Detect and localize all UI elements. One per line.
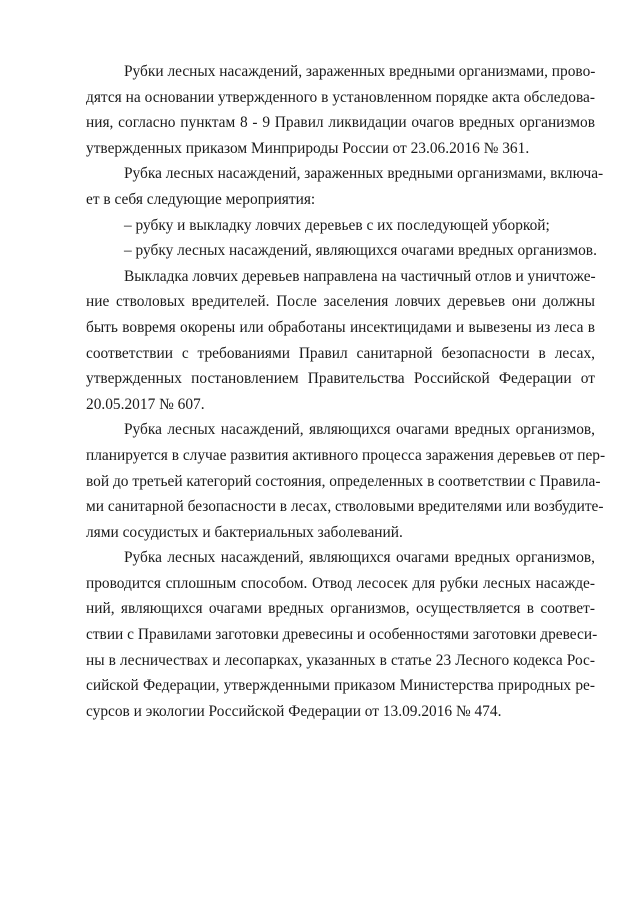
paragraph-4 xyxy=(86,417,606,545)
text-line: ет в себя следующие мероприятия: xyxy=(86,190,316,208)
text-line: Рубка лесных насаждений, являющихся очагами вредных организмов, xyxy=(124,549,595,567)
text-line: вой до третьей категорий состояния, определенных в соответствии с Правила- xyxy=(86,472,601,490)
text-line: утвержденных приказом Минприроды России от 23.06.2016 № 361. xyxy=(86,139,530,157)
text-line: ния, согласно пунктам 8 - 9 Правил ликвидации очагов вредных организмов xyxy=(86,114,595,132)
paragraph-2 xyxy=(86,161,604,212)
text-line: проводится сплошным способом. Отвод лесосек для рубки лесных насажде- xyxy=(86,574,595,592)
text-line: ние стволовых вредителей. После заселения ловчих деревьев они должны xyxy=(86,293,595,311)
text-line: Рубка лесных насаждений, являющихся очагами вредных организмов, xyxy=(124,421,595,439)
paragraph-1 xyxy=(86,59,595,161)
text-line: Выкладка ловчих деревьев направлена на частичный отлов и уничтоже- xyxy=(124,267,596,285)
text-line: утвержденных постановлением Правительства Российской Федерации от xyxy=(86,370,595,388)
text-line: Рубки лесных насаждений, зараженных вредными организмами, прово- xyxy=(124,63,596,80)
list-item: – рубку и выкладку ловчих деревьев с их последующей уборкой; xyxy=(124,216,550,234)
paragraph-5 xyxy=(86,545,598,724)
list-item: – рубку лесных насаждений, являющихся очагами вредных организмов. xyxy=(124,242,597,260)
text-line: планируется в случае развития активного процесса заражения деревьев от пер- xyxy=(86,446,606,464)
text-line: лями сосудистых и бактериальных заболеваний. xyxy=(86,523,403,541)
text-line: ми санитарной безопасности в лесах, стволовыми вредителями или возбудите- xyxy=(86,498,604,516)
text-line: ний, являющихся очагами вредных организмов, осуществляется в соответ- xyxy=(86,600,595,618)
text-line: Рубка лесных насаждений, зараженных вредными организмами, включа- xyxy=(124,165,604,183)
text-line: ствии с Правилами заготовки древесины и особенностями заготовки древеси- xyxy=(86,626,598,644)
text-line: соответствии с требованиями Правил санитарной безопасности в лесах, xyxy=(86,344,595,362)
text-line: 20.05.2017 № 607. xyxy=(86,395,205,413)
text-line: сийской Федерации, утвержденными приказом Министерства природных ре- xyxy=(86,677,595,695)
text-line: быть вовремя окорены или обработаны инсектицидами и вывезены из леса в xyxy=(86,318,595,336)
text-line: ны в лесничествах и лесопарках, указанных в статье 23 Лесного кодекса Рос- xyxy=(86,651,595,669)
document-page xyxy=(86,59,606,724)
text-line: сурсов и экологии Российской Федерации от 13.09.2016 № 474. xyxy=(86,702,502,720)
paragraph-3 xyxy=(86,264,595,418)
text-line: дятся на основании утвержденного в установленном порядке акта обследова- xyxy=(86,88,595,106)
